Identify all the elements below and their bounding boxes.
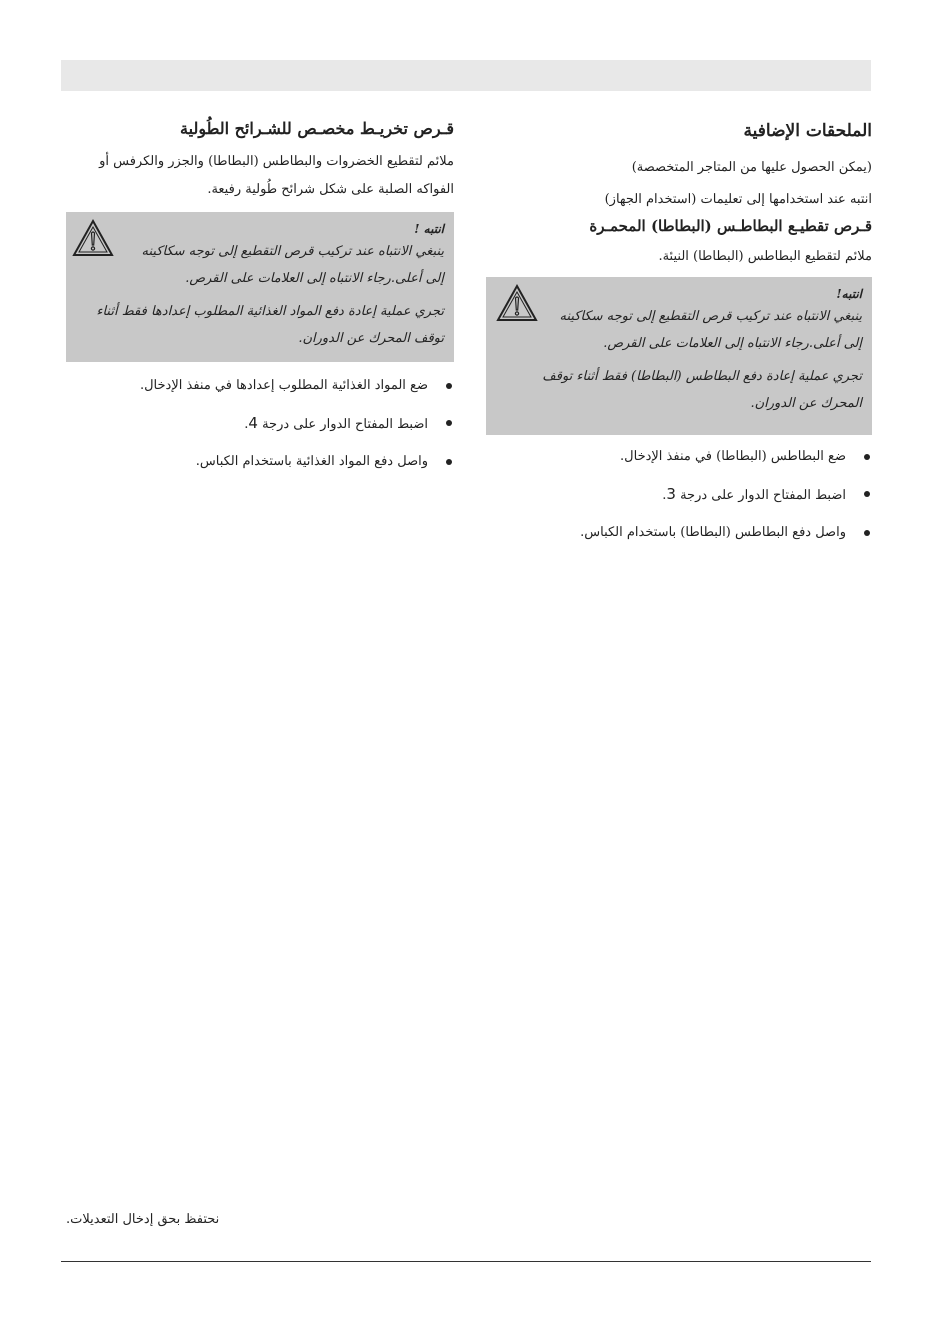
bullet-icon xyxy=(446,459,452,465)
availability-note: (يمكن الحصول عليها من المتاجر المتخصصة) xyxy=(631,159,872,175)
list-item-suffix: . xyxy=(244,417,249,433)
warning-triangle-icon xyxy=(72,218,114,258)
list-item xyxy=(486,523,872,543)
right-column xyxy=(486,120,872,543)
bullet-icon xyxy=(446,420,452,426)
footer-divider xyxy=(61,1261,871,1262)
warning-title: انتبه ! xyxy=(414,222,444,237)
warning-box xyxy=(486,277,872,435)
section-heading-julienne-disc: قـرص تخريـط مخصـص للشـرائح الطُولية xyxy=(180,119,454,138)
warning-title: انتبه! xyxy=(836,286,862,301)
list-item-text: ضع البطاطس (البطاطا) في منفذ الإدخال. xyxy=(620,448,846,464)
left-column xyxy=(66,118,454,472)
warning-text: ينبغي الانتباه عند تركيب قرص التقطيع إلى توجه سكاكينه إلى أعلى.رجاء الانتباه إلى العلامات على القرص. xyxy=(559,308,862,351)
list-item-text: واصل دفع المواد الغذائية باستخدام الكباس. xyxy=(195,454,428,470)
bullet-icon xyxy=(864,454,870,460)
julienne-disc-description: ملائم لتقطيع الخضروات والبطاطس (البطاطا) والجزر والكرفس أو الفواكه الصلبة على شكل شرائح طُولية رفيعة. xyxy=(99,154,454,198)
header-bar xyxy=(61,60,871,91)
warning-text: ينبغي الانتباه عند تركيب قرص التقطيع إلى توجه سكاكينه إلى أعلى.رجاء الانتباه إلى العلامات على القرص. xyxy=(141,244,444,287)
instruction-list xyxy=(66,376,454,472)
list-item xyxy=(486,447,872,467)
bullet-icon xyxy=(446,383,452,389)
warning-text: تجري عملية إعادة دفع البطاطس (البطاطا) فقط أثناء توقف المحرك عن الدوران. xyxy=(542,368,862,411)
instruction-list xyxy=(486,447,872,543)
fries-disc-description: ملائم لتقطيع البطاطس (البطاطا) النيئة. xyxy=(658,248,872,264)
speed-setting-value: 4 xyxy=(248,414,258,433)
speed-setting-value: 3 xyxy=(666,484,676,503)
subheading-fries-disc: قـرص تقطيـع البطاطـس (البطاطا) المحمـرة xyxy=(589,216,872,235)
list-item xyxy=(486,484,872,506)
warning-text: تجري عملية إعادة دفع المواد الغذائية المطلوب إعدادها فقط أثناء توقف المحرك عن الدوران. xyxy=(96,304,444,347)
list-item xyxy=(66,413,454,435)
bullet-icon xyxy=(864,491,870,497)
list-item-text: اضبط المفتاح الدوار على درجة xyxy=(262,417,428,433)
bullet-icon xyxy=(864,530,870,536)
list-item-text: واصل دفع البطاطس (البطاطا) باستخدام الكباس. xyxy=(580,524,846,540)
list-item xyxy=(66,452,454,472)
list-item-suffix: . xyxy=(662,487,667,503)
warning-box xyxy=(66,212,454,362)
list-item-text: ضع المواد الغذائية المطلوب إعدادها في منفذ الإدخال. xyxy=(139,378,428,394)
list-item xyxy=(66,376,454,396)
list-item-text: اضبط المفتاح الدوار على درجة xyxy=(680,487,846,503)
usage-note: انتبه عند استخدامها إلى تعليمات (استخدام الجهاز) xyxy=(604,191,872,207)
warning-triangle-icon xyxy=(496,283,538,323)
footer-note: نحتفظ بحق إدخال التعديلات. xyxy=(66,1212,220,1227)
section-heading-accessories: الملحقات الإضافية xyxy=(743,121,872,141)
